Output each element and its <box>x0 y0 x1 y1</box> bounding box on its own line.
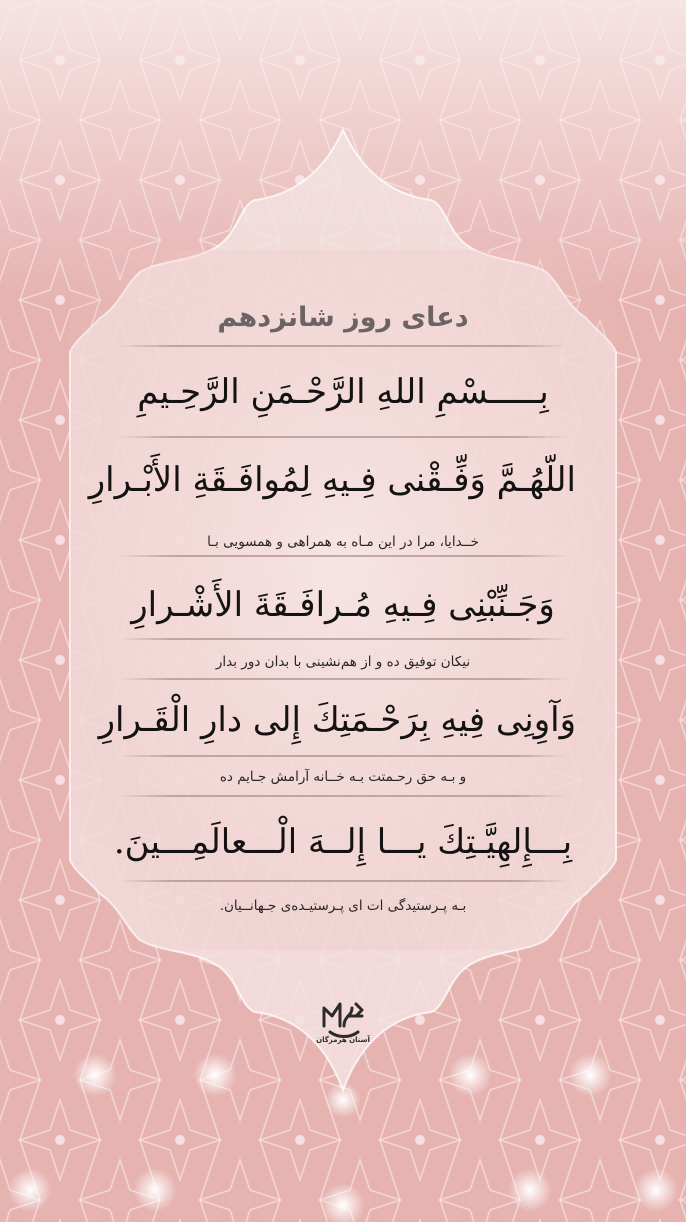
page-title: دعای روز شانزدهم <box>217 302 469 333</box>
title-divider <box>118 345 568 347</box>
verse-persian-5: بـه پـرستیدگی ات ای پـرستیـده‌ی جـهانــیان. <box>219 898 467 914</box>
divider <box>118 678 568 680</box>
divider <box>118 555 568 557</box>
verse-arabic-2: اللّهُـمَّ وَفِّـقْنى فِـيهِ لِمُوافَـقَةِ الأَبْـرارِ <box>88 460 576 500</box>
verse-arabic-1: بِـــــسْمِ اللهِ الرَّحْـمَنِ الرَّحِـيمِ <box>137 372 549 412</box>
divider <box>118 755 568 757</box>
divider <box>118 638 568 640</box>
divider <box>118 436 568 438</box>
verse-arabic-5: بِـــإِلهِيَّـتِكَ يـــا إِلــهَ الْـــعالَمِـــينَ. <box>113 822 573 862</box>
verse-arabic-3: وَجَـنِّبْنِى فِـيهِ مُـرافَـقَةَ الأَشْـرارِ <box>131 585 555 625</box>
logo-text: آستان هرمزگان <box>316 1036 370 1044</box>
divider <box>118 795 568 797</box>
verse-arabic-4: وَآوِنِى فِيهِ بِرَحْـمَتِكَ إِلى دارِ الْقَـرارِ <box>98 700 576 740</box>
divider <box>118 880 568 882</box>
verse-persian-3: نیکان توفیق ده و از هم‌نشینی با بدان دور بدار <box>215 654 471 670</box>
verse-persian-2: خــدایا، مرا در این مـاه به همراهی و همسویی بـا <box>207 534 479 550</box>
verse-persian-4: و بـه حق رحـمتت بـه خــانه آرامش جـایم ده <box>219 769 467 785</box>
